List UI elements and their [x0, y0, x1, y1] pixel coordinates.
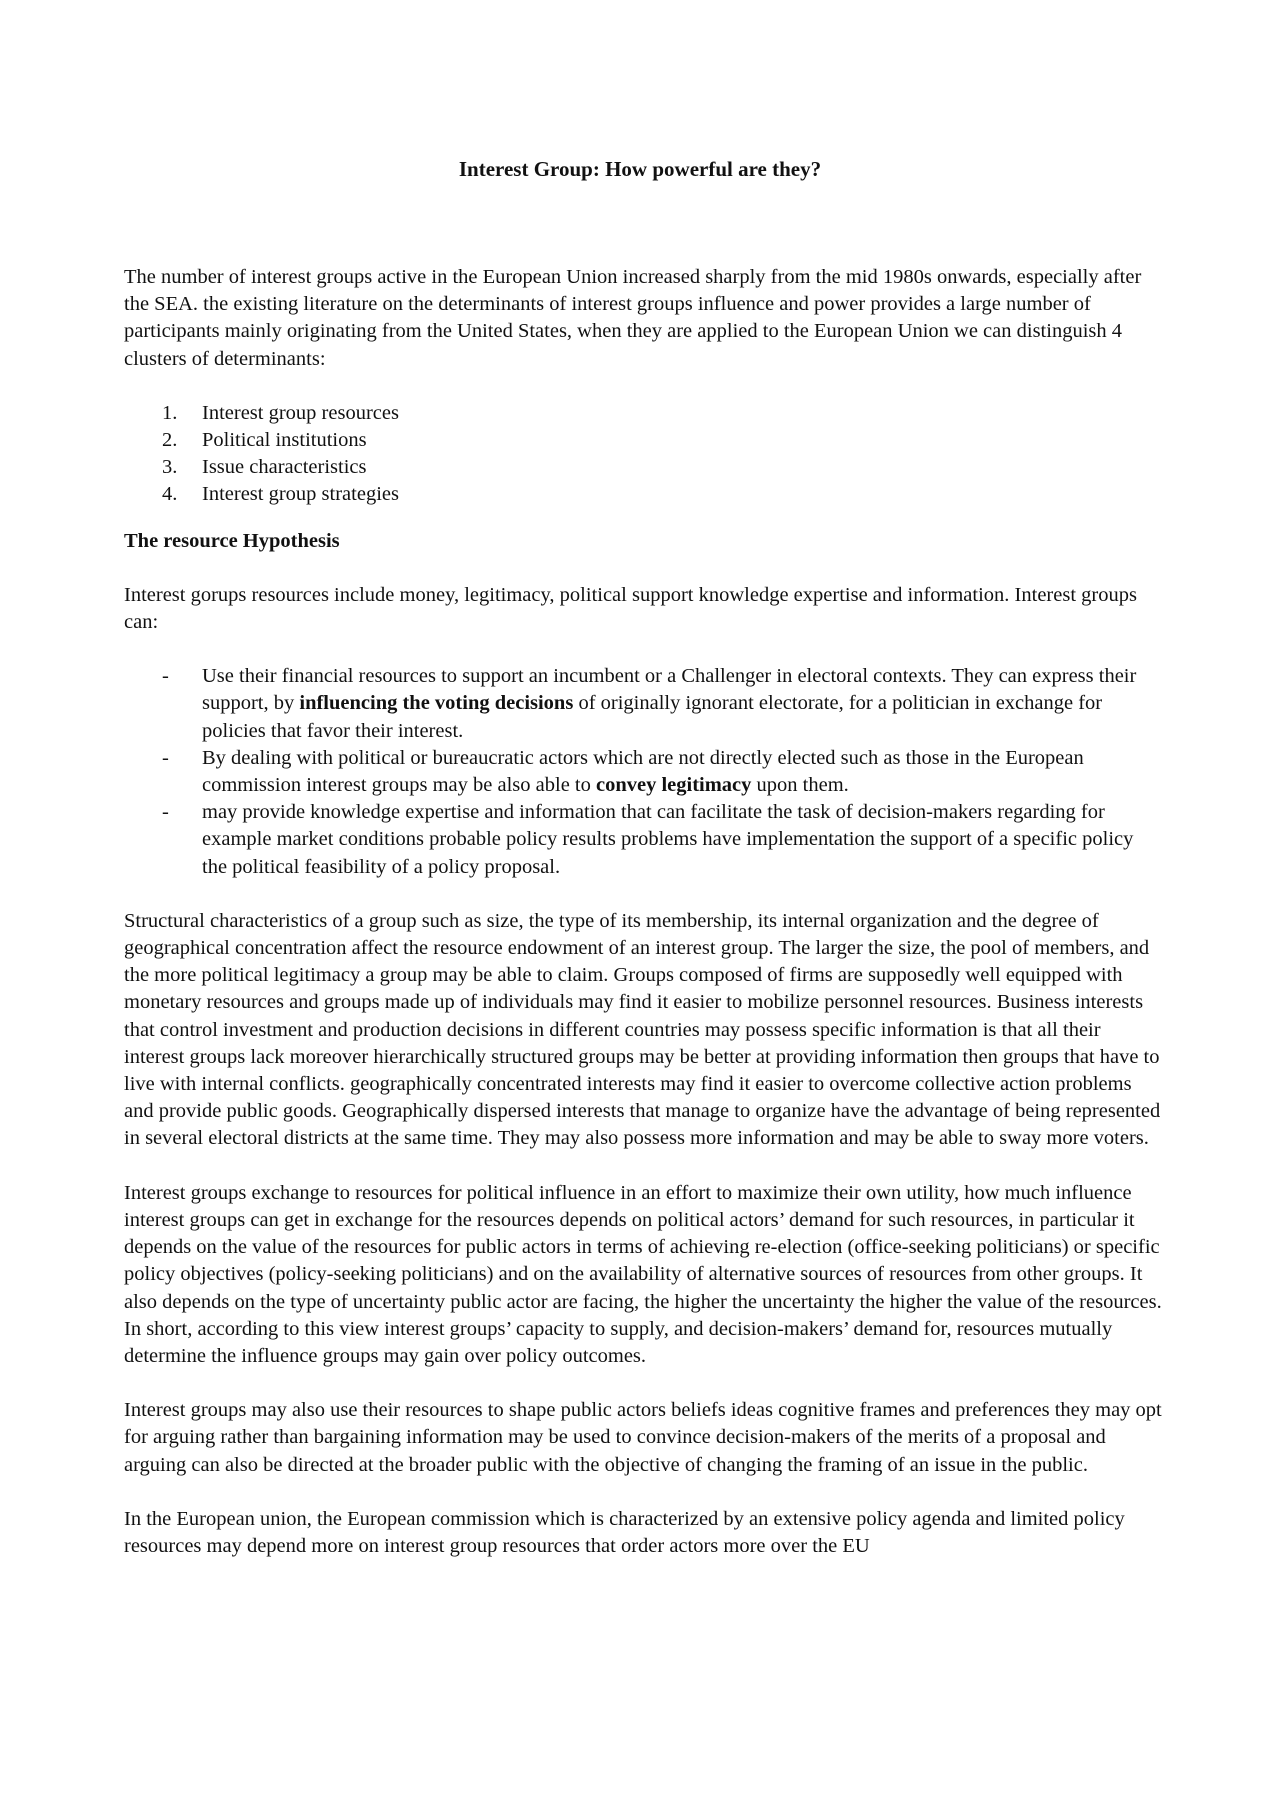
list-item: [124, 454, 1162, 481]
bullet-bold-text: influencing the voting decisions: [299, 692, 574, 715]
list-item-text: Interest group resources: [202, 401, 399, 424]
intro-paragraph: The number of interest groups active in the European Union increased sharply from the mid 1980s onwards, especially after the SEA. the existing literature on the determinants of interest groups influence and power provides a large number of participants mainly originating from the United States, when they are applied to the European Union we can distinguish 4 clusters of determinants:: [124, 266, 1142, 370]
document-body: [124, 264, 1162, 1560]
determinants-list: [124, 400, 1162, 509]
resources-intro-paragraph: Interest gorups resources include money, legitimacy, political support knowledge expertise and information. Interest groups can:: [124, 583, 1137, 634]
resource-bullets: [124, 663, 1162, 881]
section-heading: The resource Hypothesis: [124, 529, 340, 552]
bullet-text: Use their financial resources to support an incumbent or a Challenger in electoral contexts. They can express their support, by: [202, 665, 1137, 715]
list-item-text: Issue characteristics: [202, 456, 367, 479]
body-paragraph: Interest groups exchange to resources for political influence in an effort to maximize their own utility, how much influence interest groups can get in exchange for the resources depends on political actors’ demand for such resources, in particular it depends on the value of the resources for public actors in terms of achieving re-election (office-seeking politicians) or specific policy objectives (policy-seeking politicians) and on the availability of alternative sources of resources from other groups. It also depends on the type of uncertainty public actor are facing, the higher the uncertainty the higher the value of the resources. In short, according to this view interest groups’ capacity to supply, and decision-makers’ demand for, resources mutually determine the influence groups may gain over policy outcomes.: [124, 1181, 1162, 1367]
bullet-bold-text: convey legitimacy: [595, 774, 752, 797]
list-item: [124, 481, 1162, 508]
list-item-text: Political institutions: [202, 429, 367, 452]
body-paragraph: Structural characteristics of a group such as size, the type of its membership, its internal organization and the degree of geographical concentration affect the resource endowment of an interest group. The larger the size, the pool of members, and the more political legitimacy a group may be able to claim. Groups composed of firms are supposedly well equipped with monetary resources and groups made up of individuals may find it easier to mobilize personnel resources. Business interests that control investment and production decisions in different countries may possess specific information is that all their interest groups lack moreover hierarchically structured groups may be better at providing information then groups that have to live with internal conflicts. geographically concentrated interests may find it easier to overcome collective action problems and provide public goods. Geographically dispersed interests that manage to organize have the advantage of being represented in several electoral districts at the same time. They may also possess more information and may be able to sway more voters.: [124, 909, 1161, 1150]
bullet-text: of originally ignorant electorate, for a politician in exchange for policies that favor their interest.: [202, 692, 1103, 742]
dash-marker: -: [162, 746, 169, 769]
list-number: 4.: [162, 483, 178, 506]
document-title: Interest Group: How powerful are they?: [458, 157, 822, 181]
list-item: [124, 400, 1162, 427]
dash-marker: -: [162, 801, 169, 824]
bullet-text: upon them.: [751, 774, 849, 797]
dash-marker: -: [162, 665, 169, 688]
list-item: [124, 427, 1162, 454]
list-number: 1.: [162, 401, 178, 424]
body-paragraph: Interest groups may also use their resources to shape public actors beliefs ideas cognitive frames and preferences they may opt for arguing rather than bargaining information may be used to convince decision-makers of the merits of a proposal and arguing can also be directed at the broader public with the objective of changing the framing of an issue in the public.: [124, 1399, 1162, 1476]
bullet-item: [124, 663, 1162, 745]
bullet-text: By dealing with political or bureaucratic actors which are not directly elected such as those in the European commission interest groups may be also able to: [202, 746, 1084, 797]
bullet-text: may provide knowledge expertise and information that can facilitate the task of decision-makers regarding for example market conditions probable policy results problems have implementation the support of a specific policy the political feasibility of a policy proposal.: [202, 801, 1134, 878]
list-number: 2.: [162, 429, 178, 452]
body-paragraph: In the European union, the European commission which is characterized by an extensive policy agenda and limited policy resources may depend more on interest group resources that order actors more over the EU: [124, 1507, 1125, 1557]
list-item-text: Interest group strategies: [202, 483, 399, 506]
bullet-item: [124, 745, 1162, 799]
bullet-item: [124, 799, 1162, 881]
list-number: 3.: [162, 456, 178, 479]
